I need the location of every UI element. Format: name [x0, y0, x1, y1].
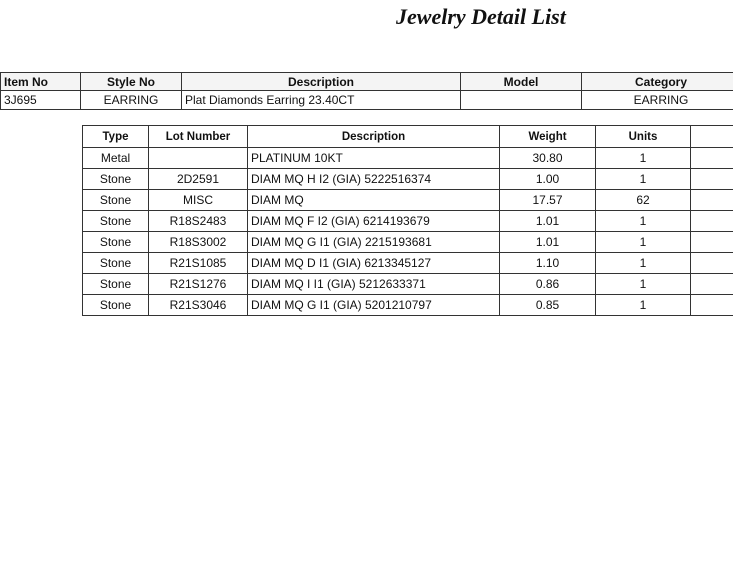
weight: 0.85 — [500, 295, 596, 316]
weight: 17.57 — [500, 190, 596, 211]
item-category: EARRING — [582, 91, 733, 110]
extra-cell — [691, 148, 733, 169]
lot-number: R21S1276 — [149, 274, 248, 295]
component-description: DIAM MQ G I1 (GIA) 5201210797 — [248, 295, 500, 316]
header-description: Description — [182, 73, 461, 91]
item-no: 3J695 — [1, 91, 81, 110]
item-header-row — [1, 73, 733, 91]
table-row — [83, 295, 733, 316]
item-description: Plat Diamonds Earring 23.40CT — [182, 91, 461, 110]
header-style-no: Style No — [81, 73, 182, 91]
header-model: Model — [461, 73, 582, 91]
weight: 30.80 — [500, 148, 596, 169]
item-table — [0, 72, 733, 110]
lot-number: R18S2483 — [149, 211, 248, 232]
component-description: DIAM MQ — [248, 190, 500, 211]
lot-number: R18S3002 — [149, 232, 248, 253]
table-row — [83, 148, 733, 169]
extra-cell — [691, 274, 733, 295]
component-description: DIAM MQ H I2 (GIA) 5222516374 — [248, 169, 500, 190]
table-row — [83, 211, 733, 232]
extra-cell — [691, 232, 733, 253]
lot-number: MISC — [149, 190, 248, 211]
item-row — [1, 91, 733, 110]
units: 1 — [596, 232, 691, 253]
component-type: Stone — [83, 232, 149, 253]
header-lot-number: Lot Number — [149, 126, 248, 148]
component-description: DIAM MQ D I1 (GIA) 6213345127 — [248, 253, 500, 274]
style-no: EARRING — [81, 91, 182, 110]
component-type: Stone — [83, 190, 149, 211]
header-weight: Weight — [500, 126, 596, 148]
lot-number: R21S1085 — [149, 253, 248, 274]
weight: 1.01 — [500, 211, 596, 232]
extra-cell — [691, 190, 733, 211]
units: 1 — [596, 295, 691, 316]
header-extra — [691, 126, 733, 148]
component-type: Metal — [83, 148, 149, 169]
header-item-no: Item No — [1, 73, 81, 91]
extra-cell — [691, 253, 733, 274]
components-header-row — [83, 126, 733, 148]
units: 1 — [596, 253, 691, 274]
units: 1 — [596, 274, 691, 295]
weight: 0.86 — [500, 274, 596, 295]
table-row — [83, 253, 733, 274]
header-units: Units — [596, 126, 691, 148]
lot-number — [149, 148, 248, 169]
table-row — [83, 169, 733, 190]
units: 62 — [596, 190, 691, 211]
header-type: Type — [83, 126, 149, 148]
table-row — [83, 190, 733, 211]
component-description: DIAM MQ I I1 (GIA) 5212633371 — [248, 274, 500, 295]
header-category: Category — [582, 73, 733, 91]
component-type: Stone — [83, 211, 149, 232]
component-description: PLATINUM 10KT — [248, 148, 500, 169]
table-row — [83, 232, 733, 253]
component-type: Stone — [83, 169, 149, 190]
component-description: DIAM MQ F I2 (GIA) 6214193679 — [248, 211, 500, 232]
weight: 1.00 — [500, 169, 596, 190]
report-title: Jewelry Detail List — [396, 4, 566, 29]
units: 1 — [596, 148, 691, 169]
table-row — [83, 274, 733, 295]
extra-cell — [691, 295, 733, 316]
weight: 1.10 — [500, 253, 596, 274]
item-model — [461, 91, 582, 110]
units: 1 — [596, 211, 691, 232]
extra-cell — [691, 169, 733, 190]
component-description: DIAM MQ G I1 (GIA) 2215193681 — [248, 232, 500, 253]
header-component-description: Description — [248, 126, 500, 148]
lot-number: R21S3046 — [149, 295, 248, 316]
units: 1 — [596, 169, 691, 190]
lot-number: 2D2591 — [149, 169, 248, 190]
components-table — [82, 125, 733, 316]
component-type: Stone — [83, 295, 149, 316]
extra-cell — [691, 211, 733, 232]
component-type: Stone — [83, 253, 149, 274]
component-type: Stone — [83, 274, 149, 295]
weight: 1.01 — [500, 232, 596, 253]
